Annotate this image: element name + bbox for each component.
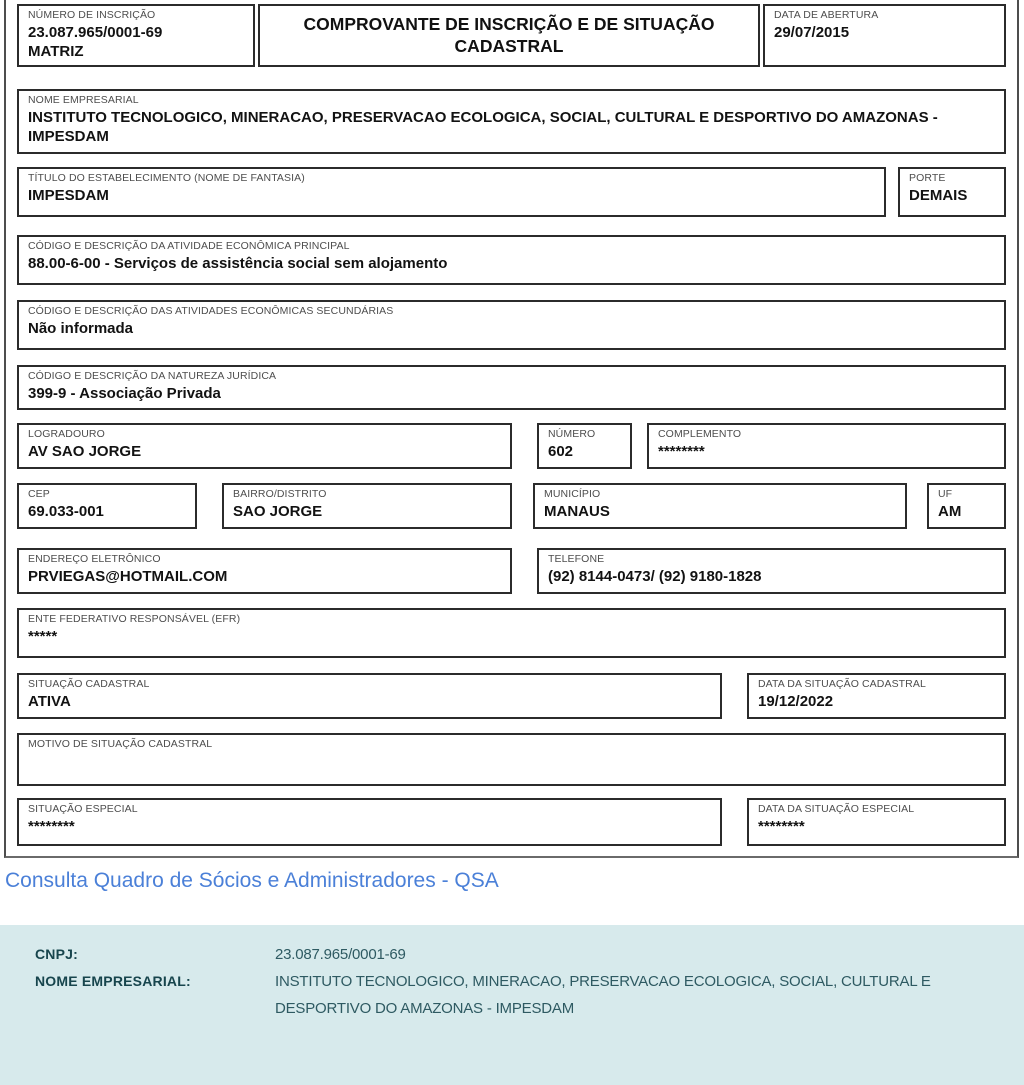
cep-label: CEP (28, 488, 50, 501)
field-data-situacao-cadastral (747, 673, 1006, 719)
porte-value: DEMAIS (909, 186, 968, 204)
table-row-nome-empresarial (35, 968, 994, 1022)
field-atividade-principal (17, 235, 1006, 285)
field-porte (898, 167, 1006, 217)
field-cep (17, 483, 197, 529)
field-endereco-eletronico (17, 548, 512, 594)
efr-row (17, 608, 1006, 658)
atividade-principal-row (17, 235, 1006, 285)
data-situacao-especial-value: ******** (758, 817, 805, 835)
municipio-value: MANAUS (544, 502, 610, 520)
field-efr (17, 608, 1006, 658)
situacao-cadastral-label: SITUAÇÃO CADASTRAL (28, 678, 150, 691)
qsa-section-heading: Consulta Quadro de Sócios e Administradores - QSA (5, 869, 499, 893)
field-situacao-cadastral (17, 673, 722, 719)
uf-value: AM (938, 502, 962, 520)
logradouro-value: AV SAO JORGE (28, 442, 142, 460)
logradouro-label: LOGRADOURO (28, 428, 105, 441)
cnpj-certificate (4, 0, 1019, 858)
uf-label: UF (938, 488, 953, 501)
inscricao-tipo: MATRIZ (28, 42, 84, 60)
nome-empresarial-label: NOME EMPRESARIAL (28, 94, 139, 107)
field-nome-empresarial (17, 89, 1006, 154)
situacao-cadastral-row (17, 673, 1006, 719)
field-motivo-situacao (17, 733, 1006, 786)
contact-row (17, 548, 1006, 594)
situacao-especial-label: SITUAÇÃO ESPECIAL (28, 803, 138, 816)
titulo-porte-row (17, 167, 1006, 217)
telefone-label: TELEFONE (548, 553, 605, 566)
data-abertura-box (763, 4, 1006, 67)
field-data-situacao-especial (747, 798, 1006, 846)
numero-value: 602 (548, 442, 574, 460)
atividade-principal-label: CÓDIGO E DESCRIÇÃO DA ATIVIDADE ECONÔMICA PRINCIPAL (28, 240, 350, 253)
header-row (17, 4, 1006, 67)
field-titulo-estabelecimento (17, 167, 886, 217)
city-row (17, 483, 1006, 529)
inscricao-label: NÚMERO DE INSCRIÇÃO (28, 9, 156, 21)
field-uf (927, 483, 1006, 529)
field-municipio (533, 483, 907, 529)
field-numero (537, 423, 632, 469)
natureza-juridica-value: 399-9 - Associação Privada (28, 384, 221, 402)
motivo-situacao-label: MOTIVO DE SITUAÇÃO CADASTRAL (28, 738, 213, 751)
qsa-cnpj-label: CNPJ: (35, 946, 79, 963)
nome-empresarial-row (17, 89, 1006, 154)
field-complemento (647, 423, 1006, 469)
qsa-nome-value: INSTITUTO TECNOLOGICO, MINERACAO, PRESERVACAO ECOLOGICA, SOCIAL, CULTURAL E DESPORTIVO DO AMAZONAS - IMPESDAM (275, 973, 931, 1018)
motivo-row (17, 733, 1006, 786)
situacao-cadastral-value: ATIVA (28, 692, 71, 710)
address-row (17, 423, 1006, 469)
data-situacao-cadastral-label: DATA DA SITUAÇÃO CADASTRAL (758, 678, 926, 691)
field-bairro (222, 483, 512, 529)
atividades-secundarias-row (17, 300, 1006, 350)
field-situacao-especial (17, 798, 722, 846)
bairro-label: BAIRRO/DISTRITO (233, 488, 327, 501)
data-situacao-especial-label: DATA DA SITUAÇÃO ESPECIAL (758, 803, 915, 816)
telefone-value: (92) 8144-0473/ (92) 9180-1828 (548, 567, 762, 585)
efr-label: ENTE FEDERATIVO RESPONSÁVEL (EFR) (28, 613, 241, 626)
field-natureza-juridica (17, 365, 1006, 410)
titulo-estabelecimento-label: TÍTULO DO ESTABELECIMENTO (NOME DE FANTASIA) (28, 172, 305, 185)
complemento-value: ******** (658, 442, 705, 460)
certificate-title: COMPROVANTE DE INSCRIÇÃO E DE SITUAÇÃO CADASTRAL (258, 4, 760, 67)
situacao-especial-row (17, 798, 1006, 846)
field-telefone (537, 548, 1006, 594)
natureza-juridica-row (17, 365, 1006, 410)
numero-label: NÚMERO (548, 428, 596, 441)
qsa-cnpj-value: 23.087.965/0001-69 (275, 946, 406, 964)
data-situacao-cadastral-value: 19/12/2022 (758, 692, 834, 710)
qsa-nome-label: NOME EMPRESARIAL: (35, 973, 191, 990)
efr-value: ***** (28, 627, 58, 645)
nome-empresarial-value: INSTITUTO TECNOLOGICO, MINERACAO, PRESERVACAO ECOLOGICA, SOCIAL, CULTURAL E DESPORTIVO DO AMAZONAS - IMPESDAM (28, 108, 938, 145)
field-logradouro (17, 423, 512, 469)
porte-label: PORTE (909, 172, 946, 185)
situacao-especial-value: ******** (28, 817, 75, 835)
data-abertura-value: 29/07/2015 (774, 23, 850, 41)
complemento-label: COMPLEMENTO (658, 428, 742, 441)
data-abertura-label: DATA DE ABERTURA (774, 9, 879, 21)
titulo-estabelecimento-value: IMPESDAM (28, 186, 109, 204)
municipio-label: MUNICÍPIO (544, 488, 601, 501)
endereco-eletronico-label: ENDEREÇO ELETRÔNICO (28, 553, 161, 566)
atividades-secundarias-value: Não informada (28, 319, 134, 337)
table-row-cnpj (35, 941, 994, 968)
atividades-secundarias-label: CÓDIGO E DESCRIÇÃO DAS ATIVIDADES ECONÔMICAS SECUNDÁRIAS (28, 305, 394, 318)
qsa-summary-table (0, 925, 1024, 1085)
field-atividades-secundarias (17, 300, 1006, 350)
bairro-value: SAO JORGE (233, 502, 323, 520)
endereco-eletronico-value: PRVIEGAS@HOTMAIL.COM (28, 567, 228, 585)
inscricao-value: 23.087.965/0001-69 (28, 23, 163, 41)
inscricao-box (17, 4, 255, 67)
natureza-juridica-label: CÓDIGO E DESCRIÇÃO DA NATUREZA JURÍDICA (28, 370, 277, 383)
atividade-principal-value: 88.00-6-00 - Serviços de assistência social sem alojamento (28, 254, 448, 272)
cep-value: 69.033-001 (28, 502, 104, 520)
